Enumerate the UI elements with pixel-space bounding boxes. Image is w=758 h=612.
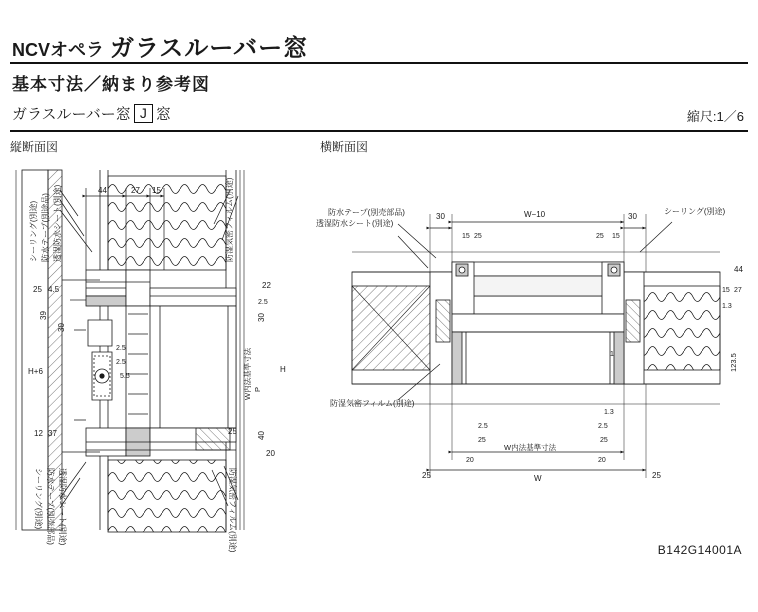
type-box: J bbox=[134, 104, 153, 123]
hdim-right-2: 27 bbox=[734, 287, 742, 294]
vdim-right-6: 20 bbox=[266, 449, 275, 458]
vlabel-2: 透湿防水シート(別途) bbox=[53, 184, 62, 262]
vdim-right-4: 25 bbox=[228, 427, 237, 436]
vlabel-b1: 防水テープ(別売部品) bbox=[46, 468, 55, 545]
hdim-right-3: 1.3 bbox=[722, 303, 732, 310]
vinner-dim-2: 5.5 bbox=[120, 373, 130, 380]
vdim-top-2: 15 bbox=[152, 186, 161, 195]
vdim-right-1: 2.5 bbox=[258, 299, 268, 306]
vinner-label-1: P bbox=[253, 386, 262, 392]
hdim-bot-6: 1.3 bbox=[604, 409, 614, 416]
section-label-vertical: 縦断面図 bbox=[10, 140, 59, 154]
vdim-top-1: 27 bbox=[131, 186, 140, 195]
section-label-horizontal: 横断面図 bbox=[320, 140, 369, 154]
vinner-label-0: W内法基準寸法 bbox=[243, 347, 252, 400]
vdim-top-0: 44 bbox=[98, 186, 107, 195]
hdim-bot-4: 2.5 bbox=[478, 423, 488, 430]
hlabel-2: 防湿気密フィルム(別途) bbox=[330, 399, 415, 408]
hdim-right-4: 123.5 bbox=[729, 353, 738, 372]
hbottom-label-1: W bbox=[534, 474, 542, 483]
vlabel-b0: シーリング(別途) bbox=[34, 468, 43, 530]
hlabel-0: 防水テープ(別売部品) bbox=[328, 208, 405, 217]
vlabel-b2: 透湿防水シート(別途) bbox=[58, 468, 67, 546]
vdim-left-2: 39 bbox=[39, 311, 48, 320]
vdim-left-3: 30 bbox=[57, 323, 66, 332]
vlabel-3: 防湿気密フィルム(別途) bbox=[225, 177, 234, 262]
product-name: ガラスルーバー窓 bbox=[110, 35, 309, 62]
vdim-right-3: H bbox=[280, 365, 286, 374]
hdim-top-5: 25 bbox=[596, 233, 604, 240]
vdim-right-2: 30 bbox=[257, 313, 266, 322]
hdim-top-1: W−10 bbox=[524, 210, 546, 219]
type-prefix: ガラスルーバー窓 bbox=[12, 106, 131, 123]
hdim-right-0: 44 bbox=[734, 265, 743, 274]
hdim-top-3: 15 bbox=[462, 233, 470, 240]
hdim-top-6: 15 bbox=[612, 233, 620, 240]
hlabel-right-0: シーリング(別途) bbox=[664, 207, 726, 216]
vdim-right-0: 22 bbox=[262, 281, 271, 290]
hdim-bot-5: 25 bbox=[478, 437, 486, 444]
hdim-top-0: 30 bbox=[436, 212, 445, 221]
hlabel-1: 透湿防水シート(別途) bbox=[316, 219, 394, 228]
vdim-left-0: 25 bbox=[33, 285, 42, 294]
vdim-left-1: 4.5 bbox=[48, 285, 60, 294]
type-suffix: 窓 bbox=[155, 106, 171, 123]
hdim-bot-0: 25 bbox=[422, 471, 431, 480]
hbottom-label-0: W内法基準寸法 bbox=[504, 443, 557, 452]
vlabel-1: 防水テープ(別途品) bbox=[41, 193, 50, 262]
hdim-bot-3: 25 bbox=[652, 471, 661, 480]
hdim-bot-2: 20 bbox=[598, 457, 606, 464]
drawing-code: B142G14001A bbox=[657, 543, 742, 557]
hdim-bot-8: 25 bbox=[600, 437, 608, 444]
hinner-dim-0: 1 bbox=[610, 351, 614, 358]
hdim-top-4: 25 bbox=[474, 233, 482, 240]
vlabel-0: シーリング(別途) bbox=[29, 200, 38, 262]
hdim-bot-7: 2.5 bbox=[598, 423, 608, 430]
vinner-dim-1: 2.5 bbox=[116, 359, 126, 366]
vdim-left-4: H+6 bbox=[28, 367, 43, 376]
hdim-bot-1: 20 bbox=[466, 457, 474, 464]
hdim-right-1: 15 bbox=[722, 287, 730, 294]
vdim-left-5: 12 bbox=[34, 429, 43, 438]
brand-name: NCVオペラ bbox=[12, 40, 105, 60]
vlabel-b3: 防湿気密フィルム(別途) bbox=[228, 468, 237, 553]
vdim-left-6: 37 bbox=[48, 429, 57, 438]
hdim-top-2: 30 bbox=[628, 212, 637, 221]
horizontal-section-drawing bbox=[352, 252, 720, 404]
subtitle: 基本寸法／納まり参考図 bbox=[12, 75, 210, 94]
vinner-dim-0: 2.5 bbox=[116, 345, 126, 352]
vdim-right-5: 40 bbox=[257, 431, 266, 440]
scale-label: 縮尺:1／6 bbox=[686, 109, 744, 124]
